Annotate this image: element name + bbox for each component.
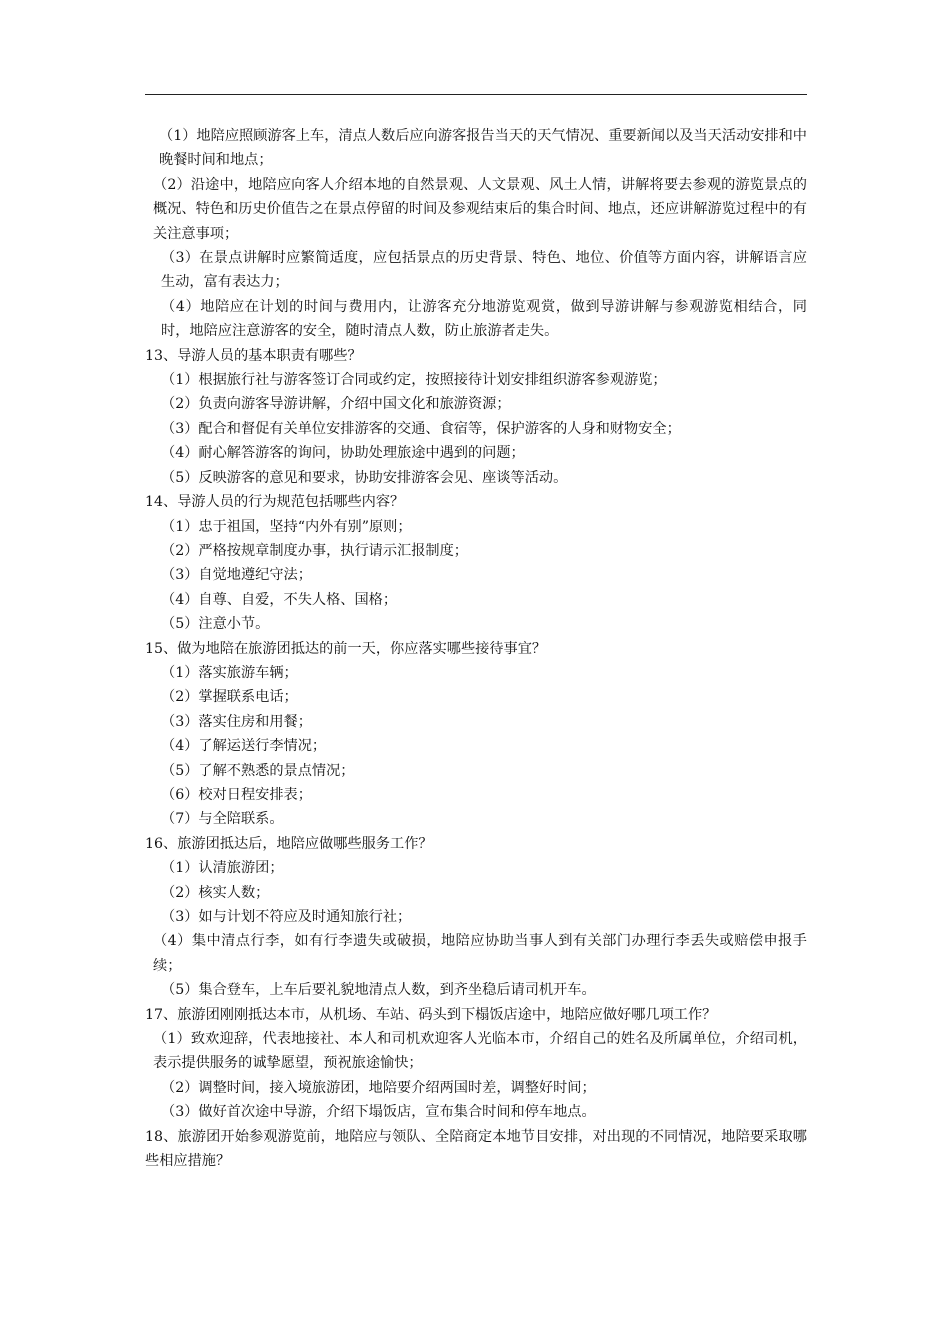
answer-paragraph: （1）认清旅游团； [161, 860, 284, 877]
answer-paragraph: （5）反映游客的意见和要求，协助安排游客会见、座谈等活动。 [161, 469, 568, 486]
answer-paragraph: （3）配合和督促有关单位安排游客的交通、食宿等，保护游客的人身和财物安全； [161, 420, 681, 437]
question-heading: 15、做为地陪在旅游团抵达的前一天，你应落实哪些接待事宜？ [145, 640, 547, 657]
question-heading: 14、导游人员的行为规范包括哪些内容？ [145, 494, 405, 511]
question-heading: 16、旅游团抵达后，地陪应做哪些服务工作？ [145, 835, 433, 852]
answer-paragraph: （2）负责向游客导游讲解，介绍中国文化和旅游资源； [161, 396, 511, 413]
answer-paragraph: （4）耐心解答游客的询问，协助处理旅途中遇到的问题； [161, 445, 525, 462]
answer-paragraph: （3）如与计划不符应及时通知旅行社； [161, 909, 412, 925]
answer-paragraph: （1）致欢迎辞，代表地接社、本人和司机欢迎客人光临本市，介绍自己的姓名及所属单位，介绍司机，表示提供服务的诚挚愿望，预祝旅途愉快； [153, 1031, 807, 1072]
answer-paragraph: （4）自尊、自爱，不失人格、国格； [161, 591, 398, 608]
answer-paragraph: （4）了解运送行李情况； [161, 738, 327, 755]
answer-paragraph: （2）核实人数； [161, 884, 270, 901]
answer-paragraph: （5）注意小节。 [161, 616, 270, 633]
answer-paragraph: （3）落实住房和用餐； [161, 713, 312, 730]
answer-paragraph: （5）了解不熟悉的景点情况； [161, 762, 355, 779]
answer-paragraph: （3）做好首次途中导游，介绍下塌饭店，宣布集合时间和停车地点。 [161, 1104, 596, 1121]
question-heading: 18、旅游团开始参观游览前，地陪应与领队、全陪商定本地节目安排，对出现的不同情况，地陪要采取哪些相应措施？ [145, 1128, 807, 1170]
answer-paragraph: （2）严格按规章制度办事，执行请示汇报制度； [161, 542, 468, 559]
answer-paragraph: （3）自觉地遵纪守法； [161, 567, 312, 584]
header-rule [145, 94, 807, 95]
answer-paragraph: （6）校对日程安排表； [161, 786, 312, 803]
document-body [145, 124, 807, 1173]
answer-paragraph: （1）落实旅游车辆； [161, 664, 298, 681]
answer-paragraph: （2）调整时间，接入境旅游团，地陪要介绍两国时差，调整好时间； [161, 1079, 596, 1096]
answer-paragraph: （2）掌握联系电话； [161, 689, 298, 706]
answer-paragraph: （1）根据旅行社与游客签订合同或约定，按照接待计划安排组织游客参观游览； [161, 372, 667, 389]
answer-paragraph: （2）沿途中，地陪应向客人介绍本地的自然景观、人文景观、风土人情，讲解将要去参观的游览景点的概况、特色和历史价值告之在景点停留的时间及参观结束后的集合时间、地点，还应讲解游览过程中的有关注意事项； [153, 176, 807, 242]
answer-paragraph: （5）集合登车，上车后要礼貌地清点人数，到齐坐稳后请司机开车。 [161, 982, 596, 999]
question-heading: 17、旅游团刚刚抵达本市，从机场、车站、码头到下榻饭店途中，地陪应做好哪几项工作？ [145, 1006, 717, 1023]
answer-paragraph: （7）与全陪联系。 [161, 811, 284, 828]
answer-paragraph: （3）在景点讲解时应繁简适度，应包括景点的历史背景、特色、地位、价值等方面内容，讲解语言应生动，富有表达力； [161, 250, 807, 291]
answer-paragraph: （4）集中清点行李，如有行李遗失或破损，地陪应协助当事人到有关部门办理行李丢失或赔偿申报手续； [153, 933, 807, 974]
answer-paragraph: （1）地陪应照顾游客上车，清点人数后应向游客报告当天的天气情况、重要新闻以及当天活动安排和中晚餐时间和地点； [159, 128, 807, 169]
question-heading: 13、导游人员的基本职责有哪些？ [145, 347, 362, 364]
answer-paragraph: （4）地陪应在计划的时间与费用内，让游客充分地游览观赏，做到导游讲解与参观游览相结合，同时，地陪应注意游客的安全，随时清点人数，防止旅游者走失。 [161, 298, 807, 340]
answer-paragraph: （1）忠于祖国，坚持“内外有别”原则； [161, 518, 412, 535]
